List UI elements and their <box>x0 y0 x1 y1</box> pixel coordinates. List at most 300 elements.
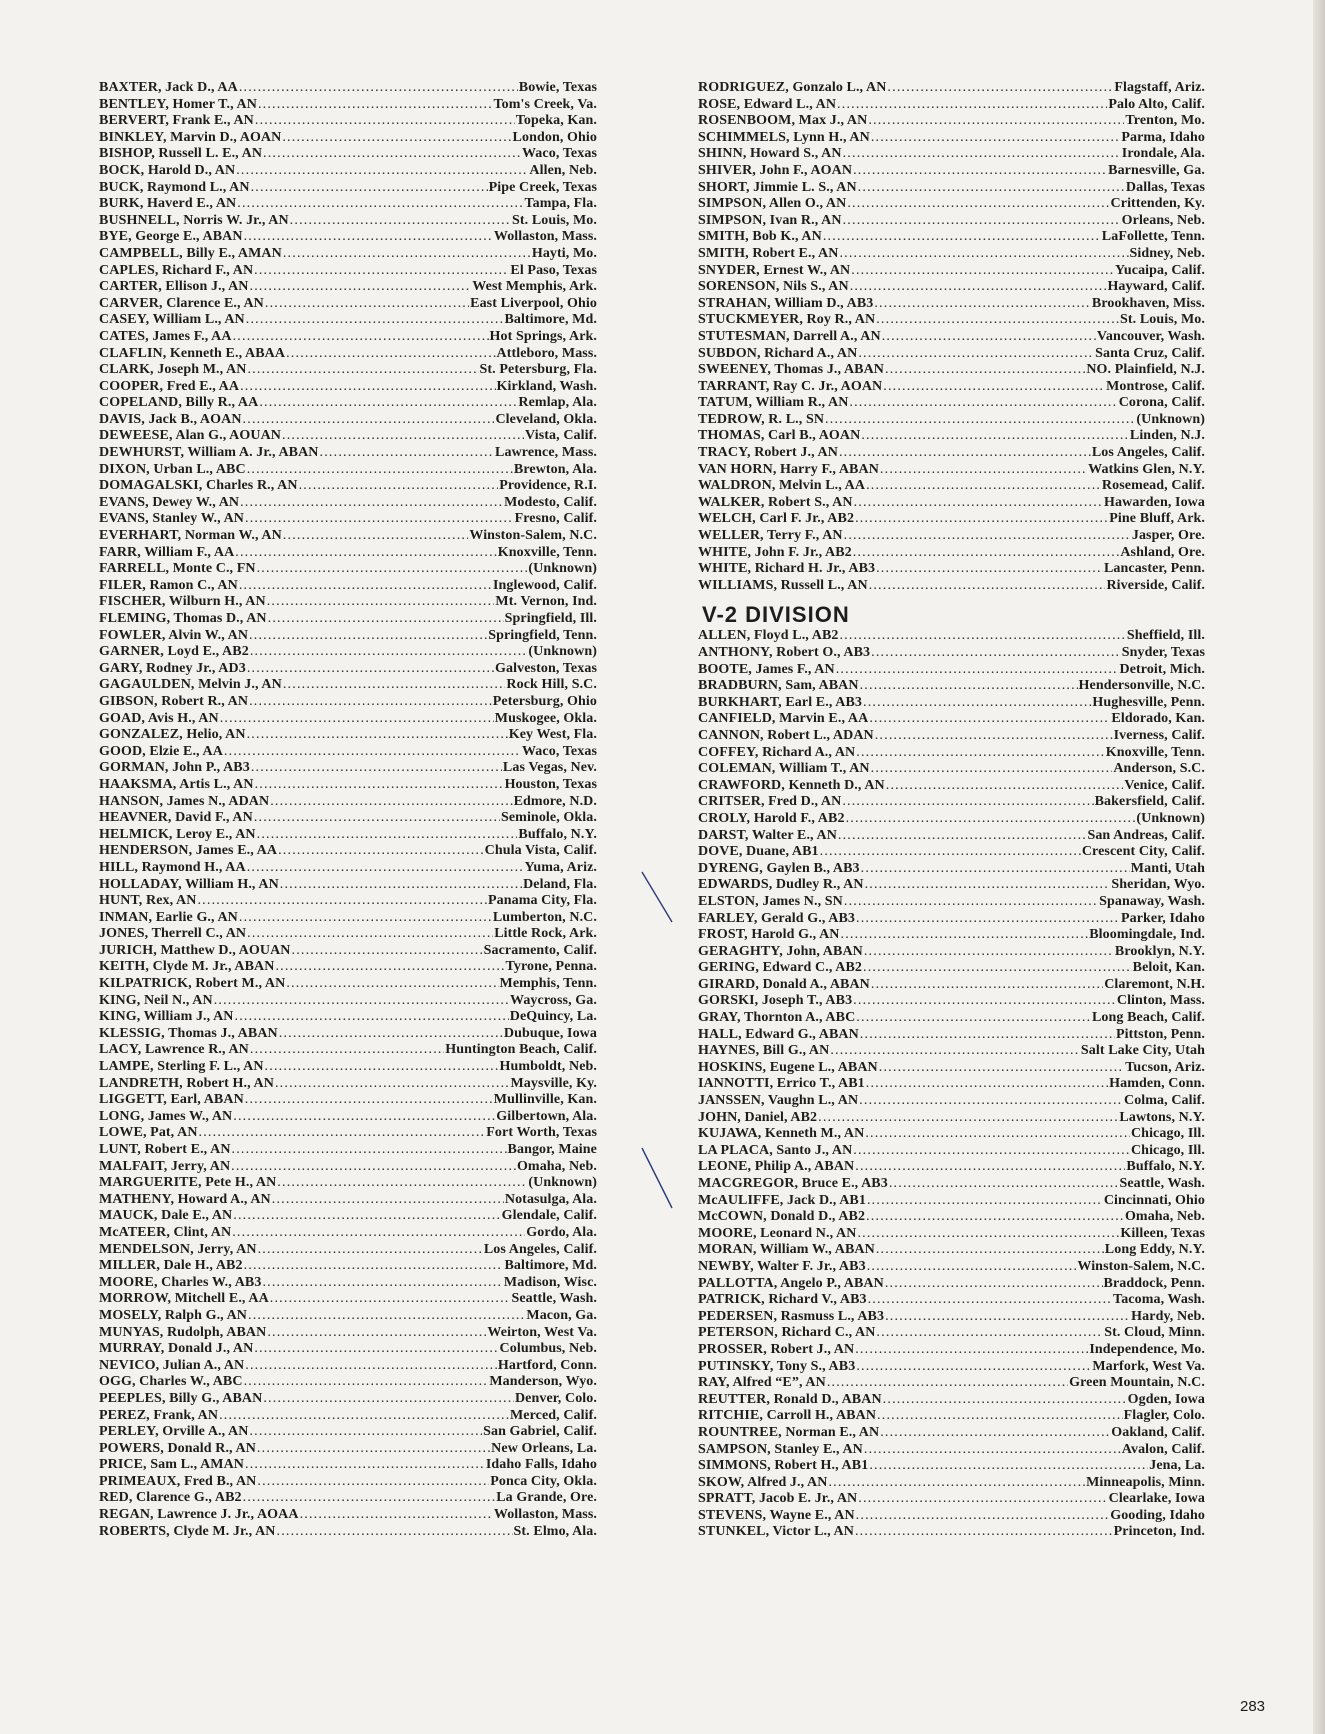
dot-leader <box>869 711 1110 727</box>
entry-hometown: LaFollette, Tenn. <box>1101 229 1205 245</box>
entry-hometown: Montrose, Calif. <box>1106 378 1205 394</box>
entry-name: NEVICO, Julian A., AN <box>99 1357 245 1373</box>
roster-entry <box>99 1424 597 1441</box>
dot-leader <box>885 1276 1103 1292</box>
entry-name: SMITH, Bob K., AN <box>698 229 822 245</box>
entry-name: PROSSER, Robert J., AN <box>698 1341 855 1357</box>
entry-hometown: Independence, Mo. <box>1089 1341 1205 1357</box>
entry-name: KING, William J., AN <box>99 1009 234 1025</box>
entry-name: PEREZ, Frank, AN <box>99 1407 219 1423</box>
entry-name: MORAN, William W., ABAN <box>698 1242 875 1258</box>
roster-entry <box>698 130 1205 147</box>
entry-name: EDWARDS, Dudley R., AN <box>698 877 864 893</box>
entry-name: DEWEESE, Alan G., AOUAN <box>99 428 282 444</box>
roster-entry <box>698 80 1205 97</box>
entry-name: TATUM, William R., AN <box>698 395 849 411</box>
entry-name: DOVE, Duane, AB1 <box>698 844 819 860</box>
entry-name: DEWHURST, William A. Jr., ABAN <box>99 445 319 461</box>
entry-name: GERING, Edward C., AB2 <box>698 960 863 976</box>
dot-leader <box>219 1408 509 1424</box>
entry-name: FILER, Ramon C., AN <box>99 577 238 593</box>
roster-entry <box>99 993 597 1010</box>
roster-entry <box>99 1308 597 1325</box>
roster-entry <box>99 146 597 163</box>
dot-leader <box>880 1425 1110 1441</box>
entry-hometown: Omaha, Neb. <box>516 1158 597 1174</box>
roster-entry <box>99 1208 597 1225</box>
dot-leader <box>842 794 1093 810</box>
roster-entry <box>698 728 1205 745</box>
dot-leader <box>258 97 493 113</box>
roster-entry <box>99 1391 597 1408</box>
dot-leader <box>245 1092 493 1108</box>
roster-entry <box>698 1309 1205 1326</box>
dot-leader <box>844 894 1098 910</box>
entry-name: STEVENS, Wayne E., AN <box>698 1507 855 1523</box>
entry-hometown: Springfield, Tenn. <box>488 627 597 643</box>
dot-leader <box>244 1374 489 1390</box>
roster-entry <box>698 180 1205 197</box>
entry-hometown: Baltimore, Md. <box>504 312 597 328</box>
roster-entry <box>698 1325 1205 1342</box>
roster-entry <box>99 893 597 910</box>
dot-leader <box>240 379 495 395</box>
entry-hometown: Snyder, Texas <box>1121 645 1205 660</box>
dot-leader <box>864 1442 1121 1458</box>
entry-hometown: Galveston, Texas <box>495 660 597 676</box>
roster-entry <box>698 296 1205 313</box>
entry-hometown: Hartford, Conn. <box>497 1357 597 1373</box>
entry-name: MOSELY, Ralph G., AN <box>99 1307 248 1323</box>
entry-name: LEONE, Philip A., ABAN <box>698 1159 855 1175</box>
dot-leader <box>246 312 504 328</box>
dot-leader <box>280 877 522 893</box>
dot-leader <box>254 810 500 826</box>
entry-hometown: Huntington Beach, Calif. <box>445 1042 597 1058</box>
entry-hometown: (Unknown) <box>528 1175 597 1191</box>
dot-leader <box>871 761 1113 777</box>
entry-hometown: Mt. Vernon, Ind. <box>495 594 597 610</box>
entry-hometown: Springfield, Ill. <box>504 611 597 626</box>
entry-name: WHITE, Richard H. Jr., AB3 <box>698 561 876 577</box>
entry-hometown: DeQuincy, La. <box>509 1009 597 1025</box>
dot-leader <box>825 412 1135 428</box>
dot-leader <box>843 146 1121 162</box>
entry-hometown: Macon, Ga. <box>526 1307 597 1323</box>
entry-name: McAULIFFE, Jack D., AB1 <box>698 1192 866 1208</box>
dot-leader <box>885 1309 1130 1325</box>
entry-hometown: Tom's Creek, Va. <box>493 96 597 112</box>
roster-entry <box>698 745 1205 762</box>
dot-leader <box>866 1076 1108 1092</box>
roster-entry <box>99 744 597 761</box>
roster-entry <box>99 594 597 611</box>
entry-name: EVANS, Stanley W., AN <box>99 511 244 527</box>
entry-name: FOWLER, Alvin W., AN <box>99 627 249 643</box>
dot-leader <box>265 296 469 312</box>
entry-name: RED, Clarence G., AB2 <box>99 1490 242 1506</box>
roster-entry <box>698 1110 1205 1127</box>
entry-hometown: Fort Worth, Texas <box>486 1125 597 1141</box>
roster-entry <box>99 877 597 894</box>
roster-entry <box>698 778 1205 795</box>
roster-entry <box>99 1059 597 1076</box>
entry-name: CASEY, William L., AN <box>99 312 245 328</box>
roster-entry <box>99 412 597 429</box>
entry-name: MUNYAS, Rudolph, ABAN <box>99 1324 267 1340</box>
entry-hometown: St. Petersburg, Fla. <box>479 362 597 378</box>
page-edge-shadow <box>1313 0 1325 1734</box>
dot-leader <box>860 678 1078 694</box>
roster-entry <box>698 1276 1205 1293</box>
entry-name: HAAKSMA, Artis L., AN <box>99 776 254 792</box>
entry-name: GARNER, Loyd E., AB2 <box>99 644 249 660</box>
entry-name: DARST, Walter E., AN <box>698 827 837 843</box>
roster-entry <box>698 1425 1205 1442</box>
entry-name: BERVERT, Frank E., AN <box>99 113 254 129</box>
entry-name: CANFIELD, Marvin E., AA <box>698 711 869 727</box>
dot-leader <box>257 827 518 843</box>
roster-left-column <box>99 80 597 1540</box>
roster-entry <box>698 927 1205 944</box>
entry-name: BISHOP, Russell L. E., AN <box>99 146 263 162</box>
entry-hometown: Merced, Calif. <box>509 1407 597 1423</box>
entry-name: TEDROW, R. L., SN <box>698 411 825 427</box>
entry-name: GOAD, Avis H., AN <box>99 710 219 726</box>
dot-leader <box>869 1458 1148 1474</box>
entry-hometown: Panama City, Fla. <box>487 893 597 909</box>
roster-entry <box>99 1192 597 1209</box>
entry-name: GAGAULDEN, Melvin J., AN <box>99 677 282 693</box>
entry-name: KLESSIG, Thomas J., ABAN <box>99 1025 278 1041</box>
entry-hometown: Houston, Texas <box>504 776 597 792</box>
dot-leader <box>247 727 508 743</box>
entry-name: GONZALEZ, Helio, AN <box>99 727 246 743</box>
dot-leader <box>279 1026 503 1042</box>
entry-name: LONG, James W., AN <box>99 1108 233 1124</box>
entry-hometown: Detroit, Mich. <box>1119 661 1205 677</box>
entry-name: SUBDON, Richard A., AN <box>698 345 858 361</box>
entry-name: SWEENEY, Thomas J., ABAN <box>698 362 885 378</box>
dot-leader <box>254 263 509 279</box>
dot-leader <box>820 844 1081 860</box>
entry-hometown: Chicago, Ill. <box>1130 1126 1205 1142</box>
dot-leader <box>849 395 1117 411</box>
entry-hometown: Anderson, S.C. <box>1113 761 1205 777</box>
roster-entry <box>99 263 597 280</box>
entry-name: COLEMAN, William T., AN <box>698 761 870 777</box>
dot-leader <box>247 462 513 478</box>
entry-name: PETERSON, Richard C., AN <box>698 1325 876 1341</box>
entry-name: BYE, George E., ABAN <box>99 229 243 245</box>
entry-hometown: Tucson, Ariz. <box>1125 1059 1205 1075</box>
entry-name: LUNT, Robert E., AN <box>99 1142 231 1157</box>
roster-entry <box>99 395 597 412</box>
dot-leader <box>250 279 472 295</box>
entry-name: SHORT, Jimmie L. S., AN <box>698 179 857 195</box>
roster-entry <box>99 943 597 960</box>
entry-name: CARTER, Ellison J., AN <box>99 279 249 295</box>
roster-entry <box>698 229 1205 246</box>
dot-leader <box>867 1259 1077 1275</box>
dot-leader <box>248 1308 525 1324</box>
entry-name: BRADBURN, Sam, ABAN <box>698 678 859 694</box>
roster-entry <box>99 213 597 230</box>
entry-name: GRAY, Thornton A., ABC <box>698 1010 856 1026</box>
entry-name: IANNOTTI, Errico T., AB1 <box>698 1076 865 1092</box>
roster-entry <box>698 828 1205 845</box>
entry-hometown: Providence, R.I. <box>499 478 597 494</box>
entry-name: LIGGETT, Earl, ABAN <box>99 1092 244 1108</box>
entry-hometown: St. Louis, Mo. <box>1119 312 1205 328</box>
dot-leader <box>856 1508 1110 1524</box>
dot-leader <box>855 1524 1113 1540</box>
roster-entry <box>99 976 597 993</box>
entry-name: GORMAN, John P., AB3 <box>99 760 250 776</box>
entry-name: SIMMONS, Robert H., AB1 <box>698 1458 869 1474</box>
entry-hometown: Muskogee, Okla. <box>494 710 597 726</box>
entry-name: SKOW, Alfred J., AN <box>698 1474 828 1490</box>
entry-hometown: Salt Lake City, Utah <box>1080 1043 1205 1059</box>
entry-hometown: Bakersfield, Calif. <box>1094 794 1205 810</box>
entry-name: CRAWFORD, Kenneth D., AN <box>698 777 885 793</box>
dot-leader <box>283 677 506 693</box>
entry-name: JANSSEN, Vaughn L., AN <box>698 1093 859 1109</box>
roster-entry <box>99 1441 597 1458</box>
dot-leader <box>244 1258 504 1274</box>
dot-leader <box>844 528 1131 544</box>
entry-name: GIBSON, Robert R., AN <box>99 693 249 709</box>
entry-hometown: Bloomingdale, Ind. <box>1089 927 1205 943</box>
dot-leader <box>856 1359 1091 1375</box>
roster-entry <box>698 196 1205 213</box>
roster-entry <box>99 578 597 595</box>
roster-entry <box>698 960 1205 977</box>
roster-entry <box>698 761 1205 778</box>
roster-entry <box>698 395 1205 412</box>
entry-hometown: Pittston, Penn. <box>1116 1026 1205 1042</box>
entry-hometown: Knoxville, Tenn. <box>497 544 597 560</box>
dot-leader <box>257 1474 489 1490</box>
entry-name: PEDERSEN, Rasmuss L., AB3 <box>698 1308 885 1324</box>
dot-leader <box>235 545 496 561</box>
dot-leader <box>263 1391 514 1407</box>
entry-name: STUCKMEYER, Roy R., AN <box>698 312 876 328</box>
entry-hometown: Riverside, Calif. <box>1106 577 1205 593</box>
entry-name: COFFEY, Richard A., AN <box>698 744 856 760</box>
entry-name: ROBERTS, Clyde M. Jr., AN <box>99 1523 276 1539</box>
entry-hometown: Vista, Calif. <box>525 428 597 444</box>
roster-entry <box>99 97 597 114</box>
roster-entry <box>99 1042 597 1059</box>
entry-hometown: Parker, Idaho <box>1120 910 1205 926</box>
roster-entry <box>99 1474 597 1491</box>
entry-hometown: Long Beach, Calif. <box>1091 1010 1205 1026</box>
dot-leader <box>249 628 487 644</box>
dot-leader <box>263 146 521 162</box>
roster-entry <box>99 794 597 811</box>
entry-name: WALDRON, Melvin L., AA <box>698 478 866 494</box>
dot-leader <box>837 97 1107 113</box>
entry-name: REUTTER, Ronald D., ABAN <box>698 1391 882 1407</box>
roster-entry <box>698 1359 1205 1376</box>
roster-entry <box>698 1027 1205 1044</box>
entry-hometown: Brewton, Ala. <box>513 461 597 477</box>
dot-leader <box>232 1225 525 1241</box>
roster-entry <box>99 1026 597 1043</box>
entry-name: CATES, James F., AA <box>99 328 232 344</box>
entry-hometown: Crescent City, Calif. <box>1081 844 1205 860</box>
entry-hometown: Hayti, Mo. <box>531 245 597 261</box>
roster-entry <box>99 1490 597 1507</box>
entry-name: MACGREGOR, Bruce E., AB3 <box>698 1176 888 1191</box>
entry-hometown: Sheffield, Ill. <box>1126 628 1205 644</box>
roster-entry <box>698 362 1205 379</box>
division-roster-list <box>698 628 1205 1541</box>
entry-name: FARRELL, Monte C., FN <box>99 561 256 577</box>
dot-leader <box>245 1358 497 1374</box>
roster-entry <box>99 1507 597 1524</box>
entry-hometown: Winston-Salem, N.C. <box>1077 1258 1205 1274</box>
entry-hometown: Pipe Creek, Texas <box>488 179 597 195</box>
entry-hometown: (Unknown) <box>528 644 597 660</box>
roster-entry <box>99 1159 597 1176</box>
dot-leader <box>277 1524 513 1540</box>
entry-hometown: Kirkland, Wash. <box>496 378 597 394</box>
dot-leader <box>233 329 489 345</box>
entry-name: CLARK, Joseph M., AN <box>99 362 247 378</box>
entry-name: HEAVNER, David F., AN <box>99 810 253 826</box>
dot-leader <box>855 1159 1125 1175</box>
entry-name: CAPLES, Richard F., AN <box>99 262 254 278</box>
entry-hometown: Tacoma, Wash. <box>1113 1292 1205 1308</box>
dot-leader <box>283 246 531 262</box>
roster-entry <box>698 1126 1205 1143</box>
roster-entry <box>99 196 597 213</box>
roster-entry <box>698 944 1205 961</box>
roster-entry <box>698 877 1205 894</box>
dot-leader <box>861 428 1129 444</box>
dot-leader <box>883 379 1105 395</box>
entry-name: FARLEY, Gerald G., AB3 <box>698 910 855 926</box>
entry-hometown: Inglewood, Calif. <box>493 577 597 593</box>
entry-hometown: Ashland, Ore. <box>1120 544 1205 560</box>
dot-leader <box>243 1490 496 1506</box>
dot-leader <box>270 794 512 810</box>
roster-entry <box>698 263 1205 280</box>
dot-leader <box>856 1010 1091 1026</box>
dot-leader <box>257 561 528 577</box>
entry-name: SIMPSON, Ivan R., AN <box>698 212 842 228</box>
dot-leader <box>853 163 1107 179</box>
dot-leader <box>853 1143 1130 1159</box>
entry-name: COPELAND, Billy R., AA <box>99 395 259 411</box>
entry-name: PATRICK, Richard V., AB3 <box>698 1292 867 1308</box>
entry-hometown: (Unknown) <box>528 561 597 577</box>
roster-entry <box>99 860 597 877</box>
roster-entry <box>698 528 1205 545</box>
roster-entry <box>99 711 597 728</box>
roster-entry <box>99 246 597 263</box>
entry-name: ANTHONY, Robert O., AB3 <box>698 645 871 660</box>
dot-leader <box>866 1209 1124 1225</box>
entry-name: LACY, Lawrence R., AN <box>99 1042 249 1058</box>
dot-leader <box>861 861 1130 877</box>
dot-leader <box>250 1042 444 1058</box>
entry-name: MENDELSON, Jerry, AN <box>99 1241 257 1257</box>
entry-hometown: Sheridan, Wyo. <box>1111 877 1205 893</box>
entry-hometown: Remlap, Ala. <box>518 395 597 411</box>
entry-name: LANDRETH, Robert H., AN <box>99 1075 274 1091</box>
dot-leader <box>841 927 1089 943</box>
entry-name: SIMPSON, Allen O., AN <box>698 196 847 212</box>
dot-leader <box>233 1109 495 1125</box>
entry-name: LA PLACA, Santo J., AN <box>698 1142 853 1158</box>
entry-hometown: Hot Springs, Ark. <box>489 328 597 344</box>
entry-name: MOORE, Leonard N., AN <box>698 1225 857 1241</box>
roster-entry <box>99 545 597 562</box>
entry-name: GIRARD, Donald A., ABAN <box>698 976 870 992</box>
roster-entry <box>698 445 1205 462</box>
entry-hometown: Irondale, Ala. <box>1121 146 1205 162</box>
entry-name: CROLY, Harold F., AB2 <box>698 810 845 826</box>
roster-entry <box>99 180 597 197</box>
entry-hometown: Las Vegas, Nev. <box>502 760 597 776</box>
roster-entry <box>99 1142 597 1159</box>
entry-name: RODRIGUEZ, Gonzalo L., AN <box>698 80 887 95</box>
dot-leader <box>858 346 1094 362</box>
roster-entry <box>698 1375 1205 1392</box>
entry-hometown: Lawrence, Mass. <box>495 445 597 461</box>
entry-name: BAXTER, Jack D., AA <box>99 80 238 95</box>
entry-name: LOWE, Pat, AN <box>99 1125 198 1141</box>
roster-entry <box>99 1291 597 1308</box>
entry-hometown: Omaha, Neb. <box>1124 1209 1205 1225</box>
entry-hometown: Clinton, Mass. <box>1116 993 1205 1009</box>
entry-hometown: Hayward, Calif. <box>1107 279 1205 295</box>
entry-hometown: Weirton, West Va. <box>487 1324 597 1340</box>
entry-name: DIXON, Urban L., ABC <box>99 461 246 477</box>
dot-leader <box>239 910 492 926</box>
dot-leader <box>199 1125 486 1141</box>
entry-name: MURRAY, Donald J., AN <box>99 1341 254 1357</box>
roster-entry <box>698 1458 1205 1475</box>
entry-name: HELMICK, Leroy E., AN <box>99 826 256 842</box>
roster-entry <box>99 1258 597 1275</box>
entry-hometown: Los Angeles, Calif. <box>483 1241 597 1257</box>
entry-name: SHIVER, John F., AOAN <box>698 162 853 178</box>
entry-name: HANSON, James N., ADAN <box>99 793 270 809</box>
entry-hometown: Crittenden, Ky. <box>1110 196 1205 212</box>
dot-leader <box>257 1441 490 1457</box>
dot-leader <box>299 478 499 494</box>
dot-leader <box>244 229 493 245</box>
roster-entry <box>698 1060 1205 1077</box>
pen-mark-icon <box>640 870 680 1270</box>
entry-hometown: Marfork, West Va. <box>1092 1358 1205 1374</box>
entry-hometown: Cleveland, Okla. <box>495 411 597 427</box>
entry-name: SPRATT, Jacob E. Jr., AN <box>698 1491 858 1507</box>
roster-entry <box>698 1392 1205 1409</box>
entry-name: GERAGHTY, John, ABAN <box>698 943 863 959</box>
dot-leader <box>235 1009 509 1025</box>
dot-leader <box>272 1192 504 1208</box>
dot-leader <box>847 196 1109 212</box>
entry-hometown: Iverness, Calif. <box>1113 727 1205 743</box>
entry-hometown: Avalon, Calif. <box>1121 1441 1205 1457</box>
entry-hometown: NO. Plainfield, N.J. <box>1086 362 1205 378</box>
dot-leader <box>233 1208 500 1224</box>
